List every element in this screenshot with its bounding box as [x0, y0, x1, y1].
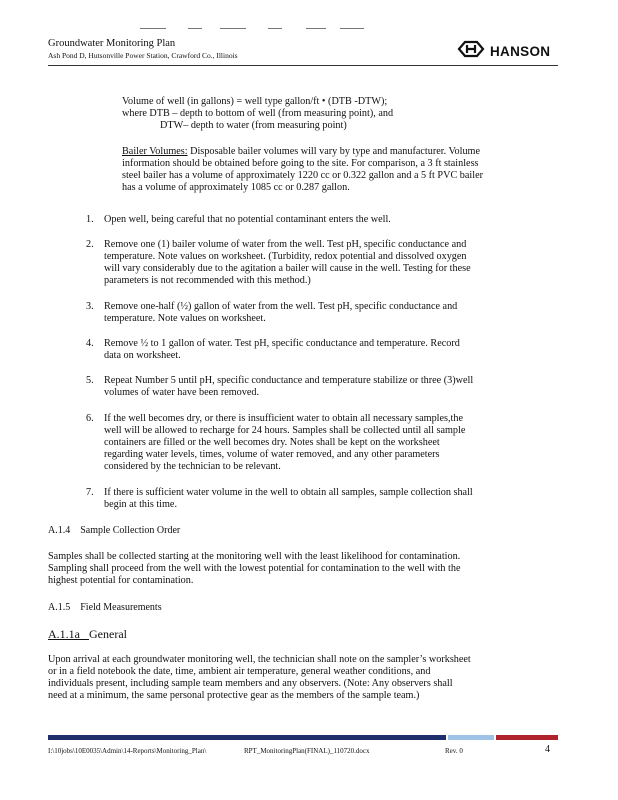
step-line: will vary considerably due to the agitation a bailer will cause in the well. Testing for these	[104, 263, 471, 274]
step-line: well will be allowed to recharge for 24 hours. Samples shall be collected until all sample	[104, 425, 466, 436]
footer-rev: Rev. 0	[445, 747, 463, 755]
step-line: temperature. Note values on worksheet.	[104, 313, 266, 324]
header-subtitle: Ash Pond D, Hutsonville Power Station, Crawford Co., Illinois	[48, 51, 238, 60]
footer-bar-navy	[48, 735, 446, 740]
step-line: containers are filled or the well becomes dry. Notes shall be kept on the worksheet	[104, 437, 440, 448]
section-number: A.1.4	[48, 525, 71, 536]
step-number: 3.	[86, 301, 94, 312]
footer-filename: RPT_MonitoringPlan(FINAL)_110720.docx	[244, 747, 370, 755]
top-header-marks	[140, 28, 400, 30]
section-title: Field Measurements	[80, 602, 162, 613]
step-line: Open well, being careful that no potential contaminant enters the well.	[104, 214, 391, 225]
step-line: If there is sufficient water volume in the well to obtain all samples, sample collection shall	[104, 487, 473, 498]
step-line: data on worksheet.	[104, 350, 181, 361]
step-line: Remove one-half (½) gallon of water from the well. Test pH, specific conductance and	[104, 301, 458, 312]
step-line: parameters is not recommended with this method.)	[104, 275, 311, 286]
step-number: 6.	[86, 413, 94, 424]
footer-path: I:\10jobs\10E0035\Admin\14-Reports\Monitoring_Plan\	[48, 747, 207, 755]
step-line: considered by the technician to be relevant.	[104, 461, 281, 472]
header-title: Groundwater Monitoring Plan	[48, 38, 176, 49]
bailer-heading: Bailer Volumes:	[122, 146, 188, 157]
bailer-text-1: Disposable bailer volumes will vary by type and manufacturer. Volume	[187, 146, 481, 157]
section-number: A.1.1a	[48, 627, 80, 641]
paragraph-line: individuals present, including sample team members and any observers. (Note: Any observers shall	[48, 678, 453, 689]
paragraph-line: or in a field notebook the date, time, ambient air temperature, general weather conditions, and	[48, 666, 431, 677]
page-number: 4	[545, 744, 550, 755]
step-number: 5.	[86, 375, 94, 386]
step-number: 1.	[86, 214, 94, 225]
step-number: 4.	[86, 338, 94, 349]
section-number: A.1.5	[48, 602, 71, 613]
step-line: temperature. Note values on worksheet. (Turbidity, redox potential and dissolved oxygen	[104, 251, 467, 262]
hanson-logo-icon	[456, 40, 486, 63]
footer-bar-red	[496, 735, 558, 740]
bailer-line-4: has a volume of approximately 1085 cc or 0.287 gallon.	[122, 182, 350, 193]
bailer-line-3: steel bailer has a volume of approximately 1220 cc or 0.322 gallon and a 5 ft PVC bailer	[122, 170, 483, 181]
bailer-line-2: information should be obtained before going to the site. For comparison, a 3 ft stainless	[122, 158, 479, 169]
paragraph-line: Samples shall be collected starting at the monitoring well with the least likelihood for contamination.	[48, 551, 461, 562]
volume-dtb: where DTB – depth to bottom of well (from measuring point), and	[122, 108, 394, 119]
hanson-logo	[456, 40, 550, 63]
paragraph-line: Upon arrival at each groundwater monitoring well, the technician shall note on the sampler’s worksheet	[48, 654, 471, 665]
section-a15-heading	[48, 602, 162, 613]
step-line: volumes of water have been removed.	[104, 387, 260, 398]
volume-dtw: DTW– depth to water (from measuring point)	[160, 120, 347, 131]
step-line: Repeat Number 5 until pH, specific conductance and temperature stabilize or three (3)well	[104, 375, 474, 386]
section-a14-heading	[48, 525, 180, 536]
step-line: Remove one (1) bailer volume of water from the well. Test pH, specific conductance and	[104, 239, 467, 250]
section-title: General	[89, 627, 127, 641]
section-title: Sample Collection Order	[80, 525, 181, 536]
volume-formula: Volume of well (in gallons) = well type gallon/ft • (DTB -DTW);	[122, 96, 388, 107]
step-line: begin at this time.	[104, 499, 177, 510]
paragraph-line: need at a minimum, the same personal protective gear as the members of the sample team.)	[48, 690, 420, 701]
step-line: regarding water levels, times, volume of water removed, and any other parameters	[104, 449, 440, 460]
step-line: If the well becomes dry, or there is insufficient water to obtain all necessary samples,the	[104, 413, 463, 424]
footer-bar-light-blue	[448, 735, 494, 740]
paragraph-line: highest potential for contamination.	[48, 575, 194, 586]
section-a11a-heading	[48, 627, 127, 642]
step-number: 7.	[86, 487, 94, 498]
header-rule	[48, 65, 558, 66]
paragraph-line: Sampling shall proceed from the well with the lowest potential for contamination to the well with the	[48, 563, 461, 574]
step-line: Remove ½ to 1 gallon of water. Test pH, specific conductance and temperature. Record	[104, 338, 460, 349]
step-number: 2.	[86, 239, 94, 250]
logo-text: HANSON	[490, 44, 551, 59]
bailer-line-1	[122, 146, 480, 158]
